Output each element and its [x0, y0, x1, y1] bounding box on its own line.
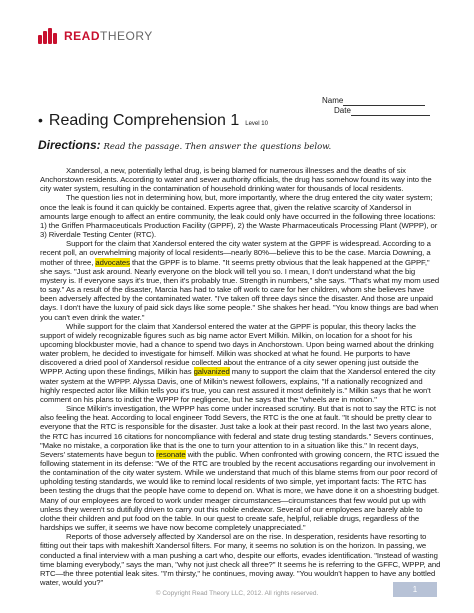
- level-label: Level 10: [245, 121, 268, 127]
- copyright-footer: © Copyright Read Theory LLC, 2012. All rights reserved.: [155, 590, 319, 597]
- date-line[interactable]: [351, 106, 430, 116]
- title-bullet: •: [38, 112, 43, 128]
- page-number: 1: [393, 582, 437, 597]
- passage-paragraph: Xandersol, a new, potentially lethal drug, is being blamed for numerous illnesses and the deaths of six Anchorstown residents. According to water and sewer authority officials, the drug has somehow found its way into the city water system, resulting in the contamination of household drinking water for thousands of local residents.: [40, 166, 432, 194]
- highlight-galvanized: galvanized: [193, 367, 230, 377]
- passage-paragraph: Support for the claim that Xandersol entered the city water system at the GPPF is widespread. According to a recent poll, an overwhelming majority of local residents—nearly 80%—believe this to be the case. Marcia Downing, a mother of three, advocates that the GPPF is to blame. "It seems pretty obvious that the leak happened at the GPPF," she says. "Just ask around. Nearly everyone on the block will tell you so. I mean, I don't understand what the big mystery is. If everyone says it's true, then it's probably true. Strength in numbers," she says. "That's what my mom used to say." As a result of the disaster, Marcia has had to take off work to care for her children, whom she believes have been adversely affected by the contaminated water. "I've taken off three days since the disaster. And those are unpaid days. I don't have the luxury of paid sick days like some people." She shakes her head. "You know things are bad when you can't even drink the water.": [40, 239, 440, 322]
- highlight-resonate: resonate: [156, 449, 186, 459]
- brand-header: [38, 28, 153, 44]
- name-label: Name: [322, 96, 344, 105]
- brand-read: READ: [64, 29, 101, 43]
- page-title: [38, 112, 268, 130]
- brand-theory: THEORY: [100, 29, 153, 43]
- passage-paragraph: Reports of those adversely affected by Xandersol are on the rise. In desperation, residents have resorting to fitting out their taps with makeshift Xandersol filters. For many, it seems no solution is on the horizon. In passing, we conducted a final interview with a man pushing a cart who, despite our efforts, evades identification. "Instead of wasting time blaming everybody," says the man, "why not just check all three?" It seems he is referring to the GFFC, WPPP, and RTC—the three potential leak sites. "I'm thirsty," he continues, moving away. "You wouldn't happen to have any bottled water, would you?": [40, 532, 441, 588]
- reading-passage: [40, 166, 442, 587]
- readtheory-logo-icon: [38, 28, 60, 44]
- passage-paragraph: While support for the claim that Xandersol entered the water at the GPPF is popular, this theory lacks the support of widely recognizable figures such as big name actor Evert Milkin. Milkin, on location for a shoot for his upcoming blockbuster movie, had a chance to spend two days in Anchorstown. Upon being warned about the drinking water problem, he decided to investigate for himself. Milkin was shocked at what he found. He purports to have discovered a dried pool of Xandersol residue collected about the entrance of a city sewer opening just outside the WPPP. Acting upon these findings, Milkin has galvanized many to support the claim that the Xandersol entered the city water system at the WPPP. Alyssa Davis, one of Milkin's newest followers, explains, "If a nationally recognized and highly respected actor like Milkin tells you it's true, you can rest assured it most definitely is." Milkin says that he won't comment on his plans to indict the WPPP for negligence, but he says that the "wheels are in motion.": [40, 321, 436, 404]
- date-field[interactable]: [334, 106, 430, 116]
- passage-paragraph: The question lies not in determining how, but, more importantly, where the drug entered the city water system; once the leak is found it can quickly be contained. Experts agree that, given the relative scarcity of Xandersol in amounts large enough to affect an entire community, the leak could only have occurred in the following three locations: 1) the Griffen Pharmaceuticals Production Facility (GPPF), 2) the Waste Pharmaceuticals Processing Plant (WPPP), or 3) Riverdale Testing Center (RTC).: [40, 193, 438, 240]
- name-field[interactable]: [322, 96, 430, 106]
- directions-text: Read the passage. Then answer the questions below.: [103, 142, 332, 152]
- name-line[interactable]: [343, 96, 425, 106]
- highlight-advocates: advocates: [95, 257, 130, 267]
- date-label: Date: [334, 106, 351, 115]
- title-main: Reading Comprehension 1: [48, 112, 240, 129]
- passage-paragraph: Since Milkin's investigation, the WPPP has come under increased scrutiny. But that is not to say the RTC is not also feeling the heat. According to local engineer Todd Severs, the RTC is the one at fault. "It should be pretty clear to everyone that the RTC is responsible for the disaster. Just take a look at their past record. In the last two years alone, the RTC has incurred 16 citations for noncompliance with federal and state drug testing standards." Severs continues, "Make no mistake, a corporation like that is the one to turn your attention to in a situation like this." In recent days, Severs' statements have begun to resonate with the public. When confronted with growing concern, the RTC issued the following statement in its defense: "We of the RTC are troubled by the recent accusations regarding our involvement in the contamination of the city water system. While we understand that much of this blame stems from our poor record of upholding testing standards, we would like to remind local residents of two simple, yet important facts: The RTC has been testing the drugs that the people have come to depend on. What is more, we have done it on a shoestring budget. Many of our employees are forced to work under meager circumstances—circumstances that few would put up with unless they weren't so dutifully driven to carry out this noble endeavor. Several of our employees are barely able to clothe their children and put food on the table. In our quest to create safe, helpful, reliable drugs, regardless of the hardships we suffer, it seems we have now become completely unappreciated.": [40, 404, 440, 533]
- name-date-fields: [322, 96, 430, 116]
- brand-name: [64, 29, 153, 43]
- directions: [38, 138, 331, 152]
- directions-label: Directions:: [38, 138, 101, 152]
